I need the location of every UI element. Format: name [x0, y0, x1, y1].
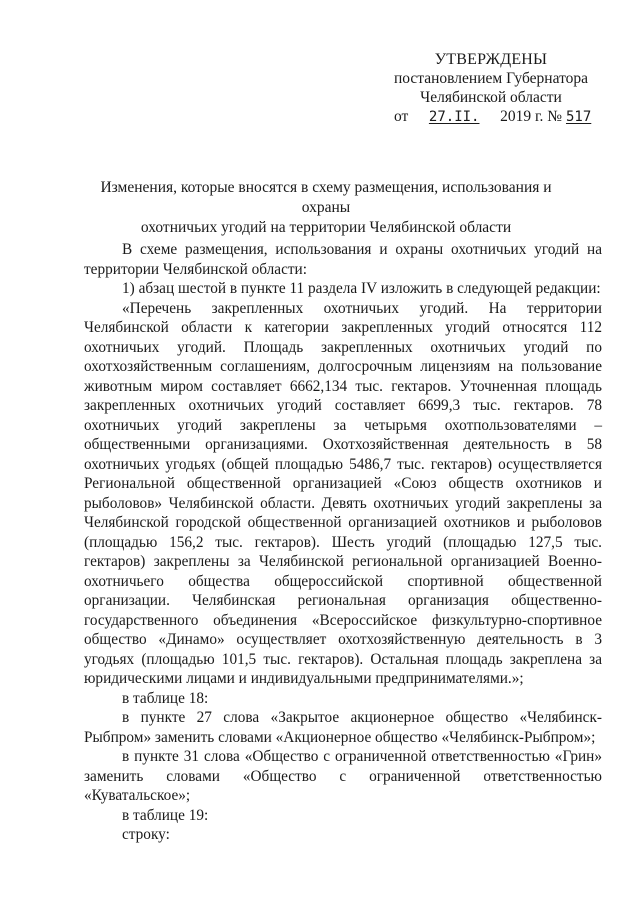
paragraph-table-18: в таблице 18:: [122, 689, 209, 707]
heading-line-2: охотничьих угодий на территории Челябинской области: [140, 219, 512, 236]
approval-stamp: [388, 50, 594, 127]
handwritten-number: 517: [565, 109, 592, 125]
heading-line-1: Изменения, которые вносятся в схему размещения, использования и охраны: [100, 179, 552, 216]
paragraph-item-1: 1) абзац шестой в пункте 11 раздела IV изложить в следующей редакции:: [122, 280, 601, 297]
paragraph-point-31: в пункте 31 слова «Общество с ограниченной ответственностью «Грин» заменить словами «Общество с ограниченной ответственностью «Куватальское»;: [84, 748, 602, 804]
handwritten-date: 27.II.: [428, 109, 480, 125]
paragraph-point-27: в пункте 27 слова «Закрытое акционерное общество «Челябинск-Рыбпром» заменить словами «Акционерное общество «Челябинск-Рыбпром»;: [84, 709, 602, 746]
paragraph-table-19: в таблице 19:: [122, 806, 209, 824]
date-prefix: от: [394, 108, 409, 125]
paragraph-intro: В схеме размещения, использования и охраны охотничьих угодий на территории Челябинской области:: [84, 241, 602, 278]
approval-line-governor: постановлением Губернатора: [393, 70, 589, 87]
approval-title: УТВЕРЖДЕНЫ: [434, 51, 548, 68]
document-body: [84, 240, 602, 845]
paragraph-row: строку:: [122, 826, 170, 843]
document-heading: [80, 178, 572, 238]
date-suffix: 2019 г. №: [500, 108, 563, 125]
approval-line-region: Челябинской области: [420, 89, 562, 106]
approval-date-line: [388, 107, 594, 127]
paragraph-quote: «Перечень закрепленных охотничьих угодий. На территории Челябинской области к категории закрепленных угодий относятся 112 охотничьих угодий. Площадь закрепленных охотничьих угодий по охотхозяйственным соглашениям, долгосрочным лицензиям на пользование животным миром составляет 6662,134 тыс. гектаров. Уточненная площадь закрепленных охотничьих угодий составляет 6699,3 тыс. гектаров. 78 охотничьих угодий закреплены за четырьмя охотпользователями – общественными организациями. Охотхозяйственная деятельность в 58 охотничьих угодьях (общей площадью 5486,7 тыс. гектаров) осуществляется Региональной общественной организацией «Союз обществ охотников и рыболовов» Челябинской области. Девять охотничьих угодий закреплены за Челябинской городской общественной организацией охотников и рыболовов (площадью 156,2 тыс. гектаров). Шесть угодий (площадью 127,5 тыс. гектаров) закреплены за Челябинской региональной организацией Военно-охотничьего общества общероссийской спортивной общественной организации. Челябинская региональная организация общественно-государственного объединения «Всероссийское физкультурно-спортивное общество «Динамо» осуществляет охотхозяйственную деятельность в 3 угодьях (площадью 101,5 тыс. гектаров). Остальная площадь закреплена за юридическими лицами и индивидуальными предпринимателями.»;: [84, 299, 602, 687]
